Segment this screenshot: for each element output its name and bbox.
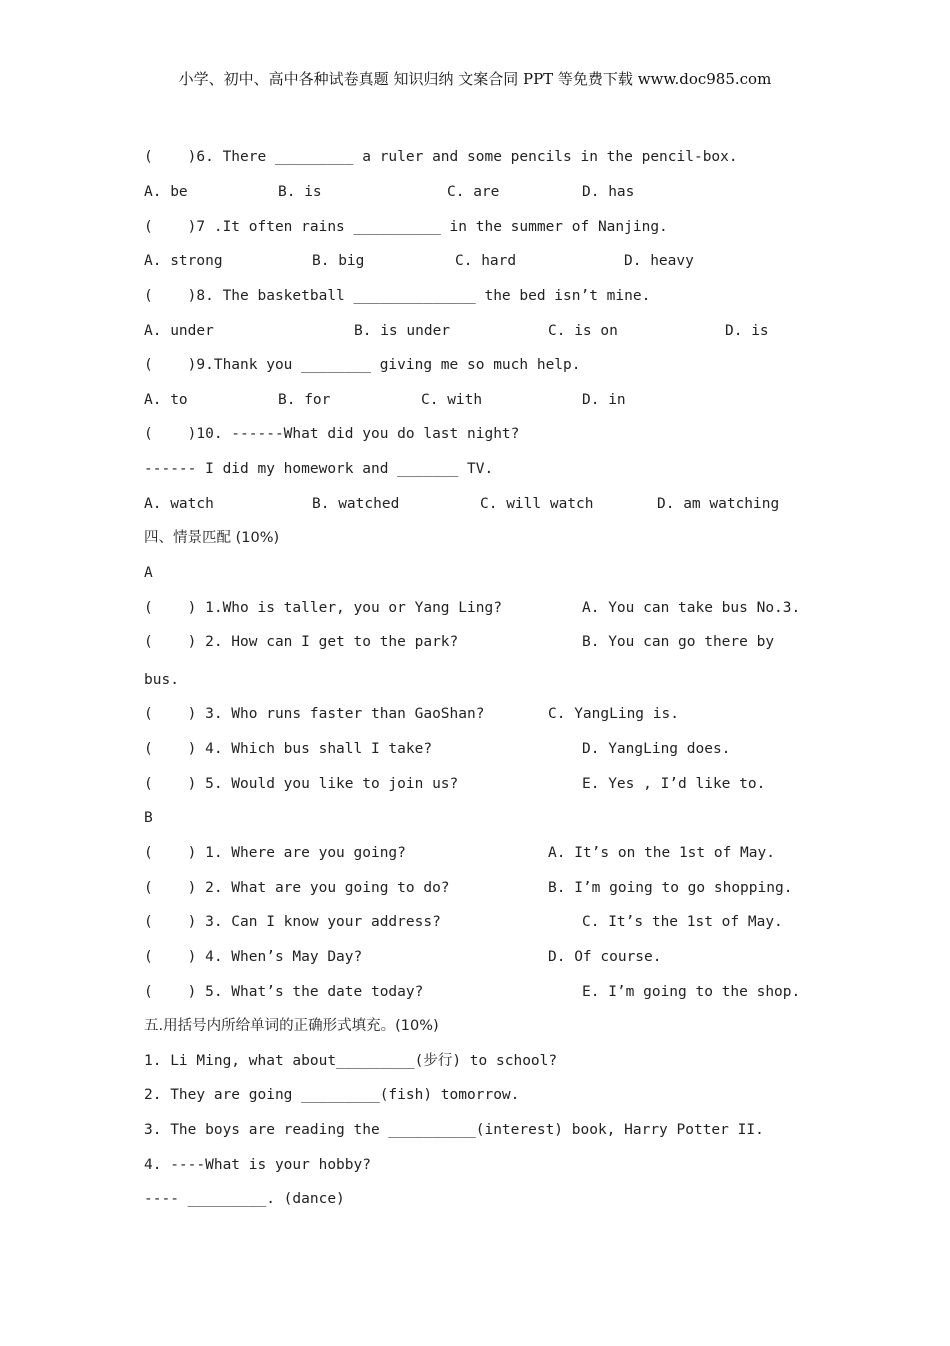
match-a-answer-b-continued: bus. <box>144 672 179 688</box>
question-9-stem: ( )9.Thank you ________ giving me so much help. <box>144 357 581 373</box>
match-a-question-2: ( ) 2. How can I get to the park? <box>144 634 459 650</box>
match-b-answer-e: E. I’m going to the shop. <box>582 984 801 1000</box>
match-b-answer-d: D. Of course. <box>548 949 662 965</box>
question-10-option-d: D. am watching <box>657 496 780 512</box>
question-10-stem: ( )10. ------What did you do last night? <box>144 426 520 442</box>
match-a-question-1: ( ) 1.Who is taller, you or Yang Ling? <box>144 600 502 616</box>
match-b-answer-a: A. It’s on the 1st of May. <box>548 845 775 861</box>
match-b-question-4: ( ) 4. When’s May Day? <box>144 949 363 965</box>
question-7-option-d: D. heavy <box>624 253 694 269</box>
match-b-answer-c: C. It’s the 1st of May. <box>582 914 783 930</box>
question-7-option-b: B. big <box>312 253 365 269</box>
question-6-option-d: D. has <box>582 184 635 200</box>
question-6-option-c: C. are <box>447 184 500 200</box>
question-9-option-a: A. to <box>144 392 188 408</box>
match-a-answer-e: E. Yes , I’d like to. <box>582 776 766 792</box>
match-b-answer-b: B. I’m going to go shopping. <box>548 880 793 896</box>
match-a-question-5: ( ) 5. Would you like to join us? <box>144 776 459 792</box>
match-a-question-3: ( ) 3. Who runs faster than GaoShan? <box>144 706 485 722</box>
question-8-stem: ( )8. The basketball ______________ the bed isn’t mine. <box>144 288 651 304</box>
question-6-option-b: B. is <box>278 184 322 200</box>
section-4-part-a-label: A <box>144 565 153 581</box>
match-a-answer-b: B. You can go there by <box>582 634 775 650</box>
section-5-title: 五.用括号内所给单词的正确形式填充。(10%) <box>144 1018 439 1034</box>
match-a-answer-d: D. YangLing does. <box>582 741 731 757</box>
question-10-option-a: A. watch <box>144 496 214 512</box>
question-8-option-c: C. is on <box>548 323 618 339</box>
question-8-option-b: B. is under <box>354 323 451 339</box>
fill-item-4: 4. ----What is your hobby? <box>144 1157 371 1173</box>
section-4-part-b-label: B <box>144 810 153 826</box>
match-a-answer-a: A. You can take bus No.3. <box>582 600 801 616</box>
match-b-question-3: ( ) 3. Can I know your address? <box>144 914 441 930</box>
match-b-question-2: ( ) 2. What are you going to do? <box>144 880 450 896</box>
question-7-option-a: A. strong <box>144 253 223 269</box>
question-7-option-c: C. hard <box>455 253 517 269</box>
question-8-option-a: A. under <box>144 323 214 339</box>
question-9-option-c: C. with <box>421 392 483 408</box>
fill-item-2: 2. They are going _________(fish) tomorrow. <box>144 1087 520 1103</box>
page-header: 小学、初中、高中各种试卷真题 知识归纳 文案合同 PPT 等免费下载 www.doc985.com <box>178 70 772 88</box>
question-9-option-b: B. for <box>278 392 331 408</box>
match-b-question-1: ( ) 1. Where are you going? <box>144 845 406 861</box>
question-8-option-d: D. is <box>725 323 769 339</box>
question-9-option-d: D. in <box>582 392 626 408</box>
section-4-title: 四、情景匹配 (10%) <box>144 530 280 546</box>
question-6-stem: ( )6. There _________ a ruler and some pencils in the pencil-box. <box>144 149 738 165</box>
match-b-question-5: ( ) 5. What’s the date today? <box>144 984 424 1000</box>
question-10-stem-line2: ------ I did my homework and _______ TV. <box>144 461 494 477</box>
fill-item-1: 1. Li Ming, what about_________(步行) to school? <box>144 1053 558 1069</box>
question-10-option-b: B. watched <box>312 496 400 512</box>
match-a-question-4: ( ) 4. Which bus shall I take? <box>144 741 433 757</box>
match-a-answer-c: C. YangLing is. <box>548 706 679 722</box>
fill-item-4-answer-line: ---- _________. (dance) <box>144 1191 345 1207</box>
fill-item-3: 3. The boys are reading the __________(interest) book, Harry Potter II. <box>144 1122 764 1138</box>
question-7-stem: ( )7 .It often rains __________ in the summer of Nanjing. <box>144 219 668 235</box>
question-10-option-c: C. will watch <box>480 496 594 512</box>
question-6-option-a: A. be <box>144 184 188 200</box>
